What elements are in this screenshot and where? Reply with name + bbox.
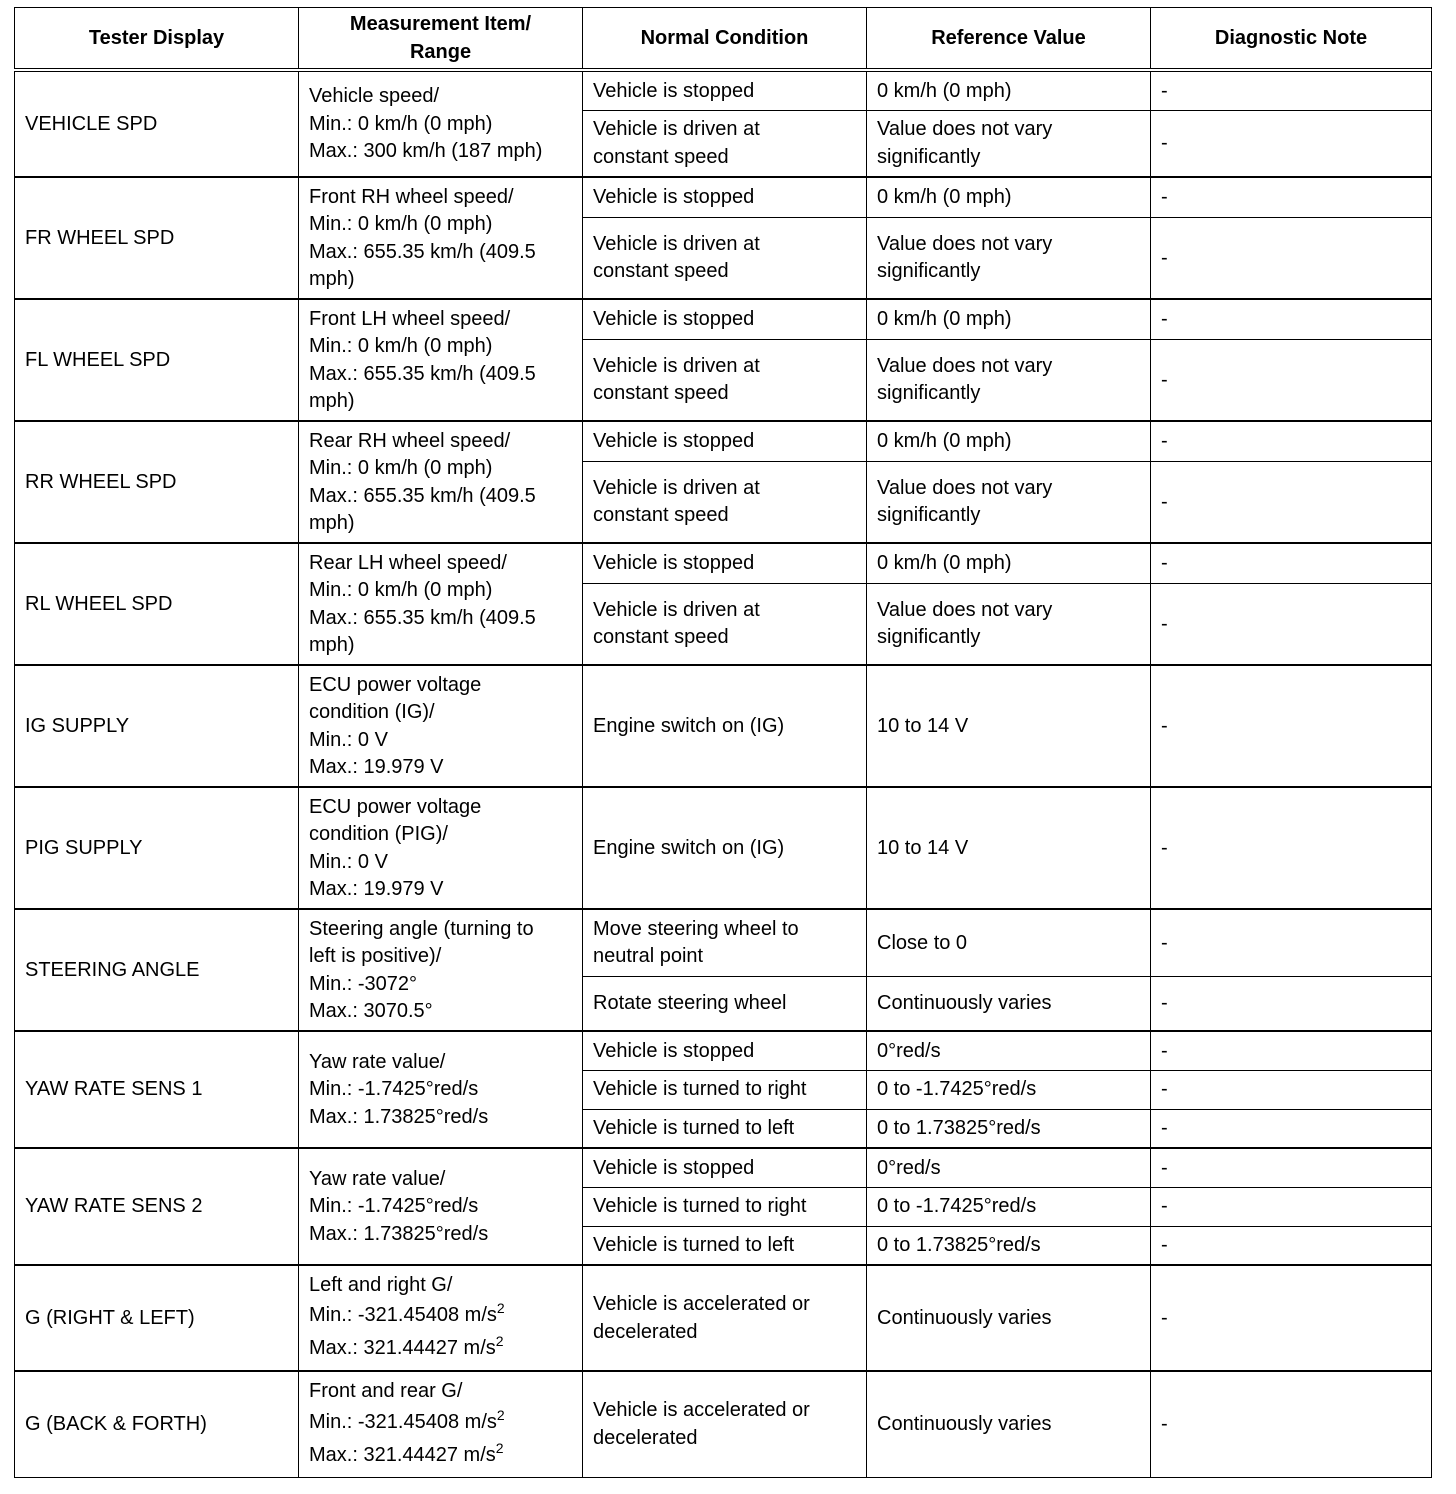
header-reference-value: Reference Value (867, 8, 1151, 71)
range-text: Max.: 321.44427 m/s (309, 1443, 496, 1466)
normal-condition-cell: Vehicle is accelerated or decelerated (583, 1371, 867, 1477)
range-line (309, 998, 572, 1026)
range-line (309, 550, 572, 578)
range-text: Min.: -321.45408 m/s (309, 1410, 497, 1433)
table-row (15, 1031, 1432, 1070)
diagnostic-note-cell: - (1151, 1109, 1432, 1148)
range-line (309, 184, 572, 212)
reference-value-cell: Value does not vary significantly (867, 583, 1151, 665)
reference-value-cell: Continuously varies (867, 976, 1151, 1031)
range-text: Max.: 655.35 km/h (409.5 mph) (309, 606, 536, 656)
range-line (309, 1221, 572, 1249)
range-text: Max.: 655.35 km/h (409.5 mph) (309, 240, 536, 290)
diagnostic-note-cell: - (1151, 70, 1432, 110)
range-line (309, 1406, 572, 1439)
range-text: Max.: 1.73825°red/s (309, 1105, 489, 1128)
table-header-row (15, 8, 1432, 71)
range-text: Max.: 300 km/h (187 mph) (309, 140, 543, 163)
range-line (309, 1332, 572, 1365)
measurement-range-cell (299, 1371, 583, 1477)
diagnostic-note-cell: - (1151, 1148, 1432, 1187)
range-line (309, 1166, 572, 1194)
diagnostic-note-cell: - (1151, 1031, 1432, 1070)
unit-exponent: 2 (496, 1406, 505, 1423)
diagnostic-note-cell: - (1151, 665, 1432, 787)
measurement-range-cell (299, 177, 583, 299)
diagnostic-note-cell: - (1151, 1226, 1432, 1265)
range-text: Min.: 0 V (309, 850, 388, 873)
table-row (15, 70, 1432, 110)
range-text: Steering angle (turning to left is positive)/ (309, 917, 534, 967)
range-line (309, 1299, 572, 1332)
normal-condition-cell: Engine switch on (IG) (583, 787, 867, 909)
range-line (309, 455, 572, 483)
diagnostic-note-cell: - (1151, 421, 1432, 461)
normal-condition-cell: Vehicle is stopped (583, 421, 867, 461)
normal-condition-cell: Vehicle is accelerated or decelerated (583, 1265, 867, 1371)
table-body (15, 70, 1432, 1477)
normal-condition-cell: Vehicle is turned to right (583, 1187, 867, 1226)
header-measurement-item: Measurement Item/ Range (299, 8, 583, 71)
range-text: Front RH wheel speed/ (309, 185, 514, 208)
table-row (15, 909, 1432, 976)
table-row (15, 1148, 1432, 1187)
reference-value-cell: 0 to 1.73825°red/s (867, 1109, 1151, 1148)
tester-display-cell: RL WHEEL SPD (15, 543, 299, 665)
reference-value-cell: 0 to -1.7425°red/s (867, 1070, 1151, 1109)
diagnostic-note-cell: - (1151, 1070, 1432, 1109)
range-text: Min.: 0 km/h (0 mph) (309, 335, 493, 357)
range-text: ECU power voltage condition (IG)/ (309, 673, 482, 723)
range-line (309, 971, 572, 999)
range-line (309, 239, 572, 294)
reference-value-cell: 0°red/s (867, 1031, 1151, 1070)
diagnostic-note-cell: - (1151, 177, 1432, 217)
normal-condition-cell: Vehicle is driven at constant speed (583, 339, 867, 421)
reference-value-cell: Close to 0 (867, 909, 1151, 976)
header-diagnostic-note: Diagnostic Note (1151, 8, 1432, 71)
reference-value-cell: 0 to 1.73825°red/s (867, 1226, 1151, 1265)
range-line (309, 111, 572, 139)
tester-display-cell: RR WHEEL SPD (15, 421, 299, 543)
diagnostic-note-cell: - (1151, 976, 1432, 1031)
tester-display-cell: YAW RATE SENS 2 (15, 1148, 299, 1265)
range-line (309, 1439, 572, 1472)
table-row (15, 1265, 1432, 1371)
normal-condition-cell: Vehicle is driven at constant speed (583, 110, 867, 177)
measurement-range-cell (299, 543, 583, 665)
reference-value-cell: 0 km/h (0 mph) (867, 70, 1151, 110)
table-row (15, 177, 1432, 217)
reference-value-cell: 10 to 14 V (867, 665, 1151, 787)
range-text: Min.: -3072° (309, 972, 418, 995)
normal-condition-cell: Move steering wheel to neutral point (583, 909, 867, 976)
unit-exponent: 2 (496, 1300, 505, 1317)
measurement-range-cell (299, 665, 583, 787)
diagnostic-note-cell: - (1151, 339, 1432, 421)
range-line (309, 672, 572, 727)
range-line (309, 428, 572, 456)
range-line (309, 1104, 572, 1132)
reference-value-cell: 0 km/h (0 mph) (867, 421, 1151, 461)
header-tester-display: Tester Display (15, 8, 299, 71)
tester-display-cell: PIG SUPPLY (15, 787, 299, 909)
measurement-range-cell (299, 70, 583, 177)
header-normal-condition: Normal Condition (583, 8, 867, 71)
range-text: Left and right G/ (309, 1273, 453, 1296)
range-text: Yaw rate value/ (309, 1050, 446, 1073)
tester-display-cell: STEERING ANGLE (15, 909, 299, 1031)
normal-condition-cell: Rotate steering wheel (583, 976, 867, 1031)
range-line (309, 1378, 572, 1406)
range-line (309, 849, 572, 877)
diagnostic-note-cell: - (1151, 583, 1432, 665)
diagnostic-note-cell: - (1151, 461, 1432, 543)
range-text: Max.: 19.979 V (309, 756, 444, 778)
reference-value-cell: 0 to -1.7425°red/s (867, 1187, 1151, 1226)
diagnostic-note-cell: - (1151, 299, 1432, 339)
range-line (309, 605, 572, 660)
range-line (309, 727, 572, 755)
diagnostic-note-cell: - (1151, 787, 1432, 909)
reference-value-cell: 0 km/h (0 mph) (867, 177, 1151, 217)
diagnostic-note-cell: - (1151, 909, 1432, 976)
normal-condition-cell: Vehicle is turned to left (583, 1226, 867, 1265)
tester-display-cell: VEHICLE SPD (15, 70, 299, 177)
tester-display-cell: G (BACK & FORTH) (15, 1371, 299, 1477)
tester-display-cell: IG SUPPLY (15, 665, 299, 787)
range-text: ECU power voltage condition (PIG)/ (309, 795, 482, 845)
measurement-range-cell (299, 787, 583, 909)
range-text: Front LH wheel speed/ (309, 307, 511, 330)
diagnostic-note-cell: - (1151, 110, 1432, 177)
range-text: Min.: 0 km/h (0 mph) (309, 213, 493, 235)
diagnostic-note-cell: - (1151, 217, 1432, 299)
tester-display-cell: G (RIGHT & LEFT) (15, 1265, 299, 1371)
table-row (15, 1371, 1432, 1477)
normal-condition-cell: Vehicle is stopped (583, 543, 867, 583)
tester-display-cell: FL WHEEL SPD (15, 299, 299, 421)
range-line (309, 876, 572, 904)
range-line (309, 1076, 572, 1104)
normal-condition-cell: Vehicle is stopped (583, 1031, 867, 1070)
normal-condition-cell: Vehicle is stopped (583, 299, 867, 339)
normal-condition-cell: Vehicle is turned to right (583, 1070, 867, 1109)
reference-value-cell: 0 km/h (0 mph) (867, 299, 1151, 339)
range-line (309, 483, 572, 538)
range-text: Max.: 1.73825°red/s (309, 1222, 489, 1245)
range-text: Yaw rate value/ (309, 1167, 446, 1190)
range-text: Vehicle speed/ (309, 85, 440, 108)
range-text: Min.: 0 km/h (0 mph) (309, 112, 493, 135)
reference-value-cell: Value does not vary significantly (867, 217, 1151, 299)
measurement-range-cell (299, 909, 583, 1031)
table-row (15, 543, 1432, 583)
normal-condition-cell: Vehicle is driven at constant speed (583, 583, 867, 665)
range-text: Rear LH wheel speed/ (309, 551, 507, 574)
diagnostic-note-cell: - (1151, 1265, 1432, 1371)
range-text: Min.: 0 km/h (0 mph) (309, 579, 493, 601)
range-text: Min.: 0 km/h (0 mph) (309, 457, 493, 479)
reference-value-cell: Value does not vary significantly (867, 339, 1151, 421)
tester-display-cell: FR WHEEL SPD (15, 177, 299, 299)
measurement-range-cell (299, 299, 583, 421)
table-row (15, 299, 1432, 339)
reference-value-cell: Value does not vary significantly (867, 461, 1151, 543)
range-line (309, 794, 572, 849)
range-line (309, 361, 572, 416)
normal-condition-cell: Vehicle is driven at constant speed (583, 461, 867, 543)
reference-value-cell: Value does not vary significantly (867, 110, 1151, 177)
range-line (309, 1049, 572, 1077)
normal-condition-cell: Vehicle is driven at constant speed (583, 217, 867, 299)
reference-value-cell: Continuously varies (867, 1371, 1151, 1477)
range-text: Min.: -1.7425°red/s (309, 1195, 479, 1218)
reference-value-cell: 10 to 14 V (867, 787, 1151, 909)
range-text: Min.: -321.45408 m/s (309, 1304, 497, 1327)
range-text: Rear RH wheel speed/ (309, 429, 511, 452)
range-line (309, 306, 572, 334)
diagnostic-note-cell: - (1151, 1371, 1432, 1477)
measurement-range-cell (299, 1148, 583, 1265)
range-text: Front and rear G/ (309, 1380, 463, 1402)
table-row (15, 787, 1432, 909)
data-list-table (14, 7, 1432, 1478)
reference-value-cell: 0 km/h (0 mph) (867, 543, 1151, 583)
normal-condition-cell: Vehicle is turned to left (583, 1109, 867, 1148)
measurement-range-cell (299, 1265, 583, 1371)
tester-display-cell: YAW RATE SENS 1 (15, 1031, 299, 1148)
unit-exponent: 2 (495, 1439, 504, 1456)
measurement-range-cell (299, 421, 583, 543)
diagnostic-note-cell: - (1151, 1187, 1432, 1226)
range-line (309, 916, 572, 971)
table-row (15, 665, 1432, 787)
range-line (309, 577, 572, 605)
range-line (309, 83, 572, 111)
range-text: Max.: 655.35 km/h (409.5 mph) (309, 362, 536, 412)
range-text: Min.: 0 V (309, 728, 388, 751)
unit-exponent: 2 (495, 1333, 504, 1350)
normal-condition-cell: Vehicle is stopped (583, 70, 867, 110)
measurement-range-cell (299, 1031, 583, 1148)
reference-value-cell: Continuously varies (867, 1265, 1151, 1371)
normal-condition-cell: Vehicle is stopped (583, 1148, 867, 1187)
range-text: Max.: 321.44427 m/s (309, 1337, 496, 1360)
diagnostic-note-cell: - (1151, 543, 1432, 583)
normal-condition-cell: Vehicle is stopped (583, 177, 867, 217)
range-line (309, 333, 572, 361)
range-line (309, 211, 572, 239)
normal-condition-cell: Engine switch on (IG) (583, 665, 867, 787)
range-line (309, 138, 572, 166)
reference-value-cell: 0°red/s (867, 1148, 1151, 1187)
range-text: Max.: 19.979 V (309, 878, 444, 900)
range-text: Min.: -1.7425°red/s (309, 1078, 479, 1101)
range-text: Max.: 3070.5° (309, 1000, 433, 1022)
range-line (309, 1193, 572, 1221)
table-row (15, 421, 1432, 461)
range-text: Max.: 655.35 km/h (409.5 mph) (309, 484, 536, 534)
range-line (309, 754, 572, 782)
range-line (309, 1272, 572, 1300)
